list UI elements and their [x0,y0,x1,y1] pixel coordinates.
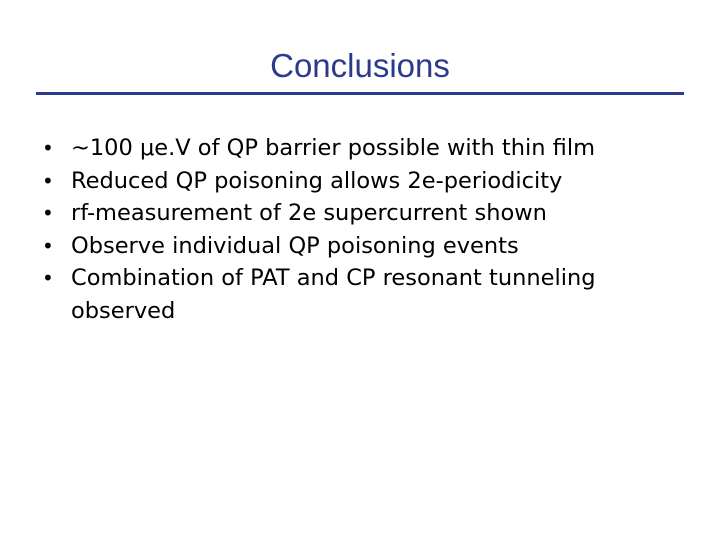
bullet-text: rf-measurement of 2e supercurrent shown [71,200,547,226]
bullet-item [42,132,682,165]
bullet-icon: • [42,266,54,290]
bullet-text: Reduced QP poisoning allows 2e-periodicity [71,167,563,194]
bullet-icon: • [42,136,54,160]
bullet-item [42,230,682,263]
slide-title: Conclusions [270,47,450,84]
bullet-text: Observe individual QP poisoning events [71,232,519,259]
bullet-icon: • [42,233,54,258]
bullet-item [42,165,682,198]
bullet-text: Combination of PAT and CP resonant tunneling observed [71,265,596,324]
bullet-icon: • [42,168,54,193]
bullet-text: ~100 μe.V of QP barrier possible with thin film [71,135,595,161]
bullet-item [42,262,682,327]
title-underline [36,92,684,95]
bullet-item [42,197,682,230]
bullet-list [42,132,682,327]
bullet-icon: • [42,201,54,225]
